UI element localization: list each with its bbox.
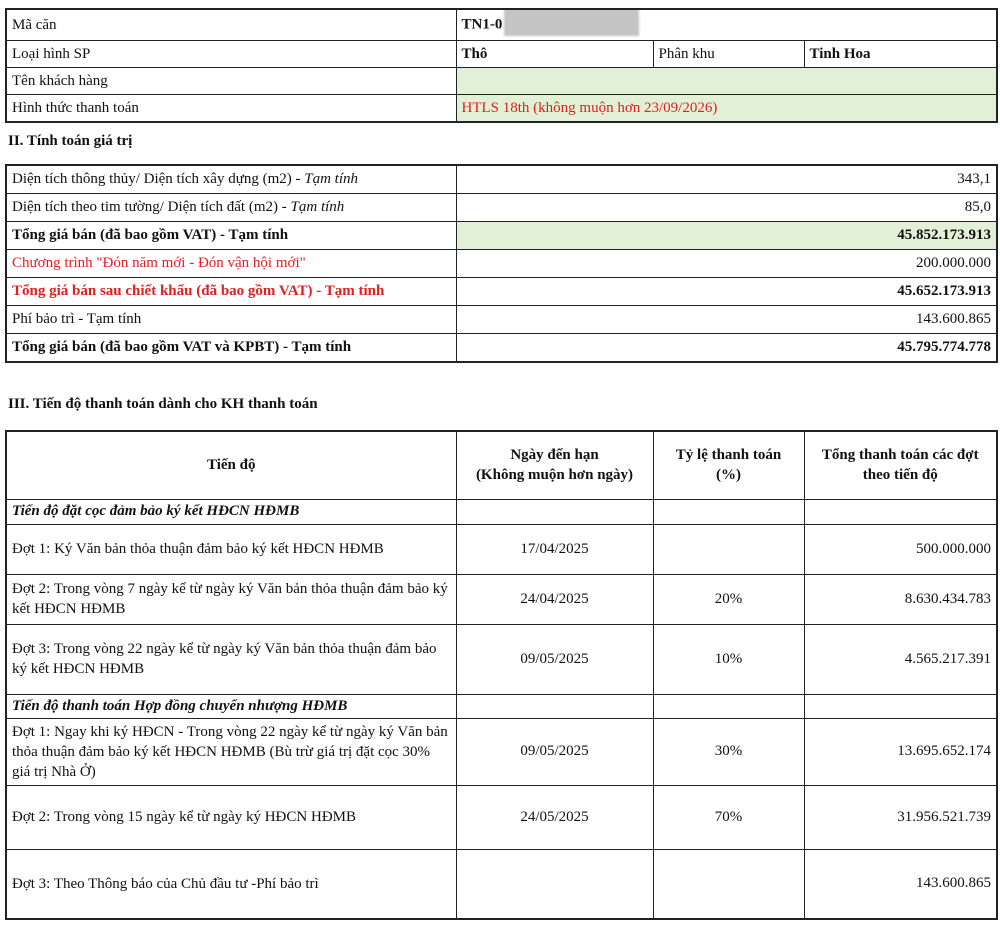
payment-schedule-table <box>5 430 998 920</box>
group1-title: Tiến độ đặt cọc đảm bảo ký kết HĐCN HĐMB <box>6 499 456 524</box>
table-row <box>6 165 997 194</box>
ma-can-value: TN1-0 <box>461 16 503 33</box>
loai-hinh-value: Thô <box>456 41 653 68</box>
loai-hinh-label: Loại hình SP <box>6 41 456 68</box>
table-row <box>6 574 997 624</box>
area-land-label: Diện tích theo tim tường/ Diện tích đất (m2) - Tạm tính <box>6 194 456 222</box>
grand-total-value: 45.795.774.778 <box>456 334 997 363</box>
table-row <box>6 718 997 785</box>
group2-title: Tiến độ thanh toán Hợp đồng chuyển nhượng HĐMB <box>6 694 456 718</box>
section2-title: II. Tính toán giá trị <box>8 133 133 149</box>
total-price-label: Tổng giá bán (đã bao gồm VAT) - Tạm tính <box>6 222 456 250</box>
header-tien-do: Tiến độ <box>6 431 456 499</box>
unit-info-table <box>5 8 998 123</box>
row-amount: 4.565.217.391 <box>804 624 997 694</box>
discounted-total-value: 45.652.173.913 <box>456 278 997 306</box>
ma-can-cell <box>456 9 997 41</box>
table-row <box>6 68 997 95</box>
group-row <box>6 694 997 718</box>
table-row <box>6 250 997 278</box>
row-desc: Đợt 1: Ký Văn bản thỏa thuận đảm bảo ký kết HĐCN HĐMB <box>6 524 456 574</box>
table-row <box>6 785 997 849</box>
maintenance-fee-value: 143.600.865 <box>456 306 997 334</box>
ten-kh-value[interactable] <box>456 68 997 95</box>
total-price-value: 45.852.173.913 <box>456 222 997 250</box>
row-pct: 10% <box>653 624 804 694</box>
table-row <box>6 334 997 363</box>
area-net-label: Diện tích thông thủy/ Diện tích xây dựng (m2) - Tạm tính <box>6 165 456 194</box>
table-row <box>6 41 997 68</box>
empty-cell <box>653 499 804 524</box>
row-desc: Đợt 1: Ngay khi ký HĐCN - Trong vòng 22 ngày kể từ ngày ký Văn bản thỏa thuận đảm bảo ký kết HĐCN HĐMB (Bù trừ giá trị đặt cọc 30% giá trị Nhà Ở) <box>6 718 456 785</box>
row-pct: 70% <box>653 785 804 849</box>
maintenance-fee-label: Phí bảo trì - Tạm tính <box>6 306 456 334</box>
area-net-value: 343,1 <box>456 165 997 194</box>
empty-cell <box>653 694 804 718</box>
row-desc: Đợt 2: Trong vòng 7 ngày kể từ ngày ký Văn bản thỏa thuận đảm bảo ký kết HĐCN HĐMB <box>6 574 456 624</box>
promo-label: Chương trình "Đón năm mới - Đón vận hội mới" <box>6 250 456 278</box>
ma-can-label: Mã căn <box>6 9 456 41</box>
table-row <box>6 524 997 574</box>
table-row <box>6 278 997 306</box>
header-tong-tt: Tổng thanh toán các đợt theo tiến độ <box>804 431 997 499</box>
row-pct <box>653 849 804 919</box>
empty-cell <box>456 694 653 718</box>
row-amount: 8.630.434.783 <box>804 574 997 624</box>
group-row <box>6 499 997 524</box>
row-amount: 500.000.000 <box>804 524 997 574</box>
row-date: 09/05/2025 <box>456 624 653 694</box>
header-ngay-den-han: Ngày đến hạn (Không muộn hơn ngày) <box>456 431 653 499</box>
redaction-block <box>504 9 639 36</box>
row-desc: Đợt 2: Trong vòng 15 ngày kể từ ngày ký HĐCN HĐMB <box>6 785 456 849</box>
ten-kh-label: Tên khách hàng <box>6 68 456 95</box>
row-amount: 143.600.865 <box>804 849 997 919</box>
row-pct <box>653 524 804 574</box>
empty-cell <box>456 499 653 524</box>
hinh-thuc-label: Hình thức thanh toán <box>6 95 456 123</box>
row-desc: Đợt 3: Theo Thông báo của Chủ đầu tư -Phí bảo trì <box>6 849 456 919</box>
row-pct: 30% <box>653 718 804 785</box>
phan-khu-label: Phân khu <box>653 41 804 68</box>
hinh-thuc-value: HTLS 18th (không muộn hơn 23/09/2026) <box>456 95 997 123</box>
phan-khu-value: Tinh Hoa <box>804 41 997 68</box>
value-calc-table <box>5 164 998 363</box>
table-row <box>6 95 997 123</box>
row-desc: Đợt 3: Trong vòng 22 ngày kể từ ngày ký Văn bản thỏa thuận đảm bảo ký kết HĐCN HĐMB <box>6 624 456 694</box>
row-date: 24/05/2025 <box>456 785 653 849</box>
row-amount: 13.695.652.174 <box>804 718 997 785</box>
empty-cell <box>804 694 997 718</box>
table-row <box>6 624 997 694</box>
table-row <box>6 9 997 41</box>
row-date: 09/05/2025 <box>456 718 653 785</box>
table-row <box>6 222 997 250</box>
section3-title: III. Tiến độ thanh toán dành cho KH thanh toán <box>8 396 318 412</box>
area-land-value: 85,0 <box>456 194 997 222</box>
empty-cell <box>804 499 997 524</box>
table-row <box>6 194 997 222</box>
discounted-total-label: Tổng giá bán sau chiết khấu (đã bao gồm VAT) - Tạm tính <box>6 278 456 306</box>
row-pct: 20% <box>653 574 804 624</box>
header-ty-le: Tỷ lệ thanh toán (%) <box>653 431 804 499</box>
row-date <box>456 849 653 919</box>
grand-total-label: Tổng giá bán (đã bao gồm VAT và KPBT) - Tạm tính <box>6 334 456 363</box>
table-header-row <box>6 431 997 499</box>
promo-value: 200.000.000 <box>456 250 997 278</box>
row-amount: 31.956.521.739 <box>804 785 997 849</box>
table-row <box>6 306 997 334</box>
row-date: 17/04/2025 <box>456 524 653 574</box>
table-row <box>6 849 997 919</box>
row-date: 24/04/2025 <box>456 574 653 624</box>
